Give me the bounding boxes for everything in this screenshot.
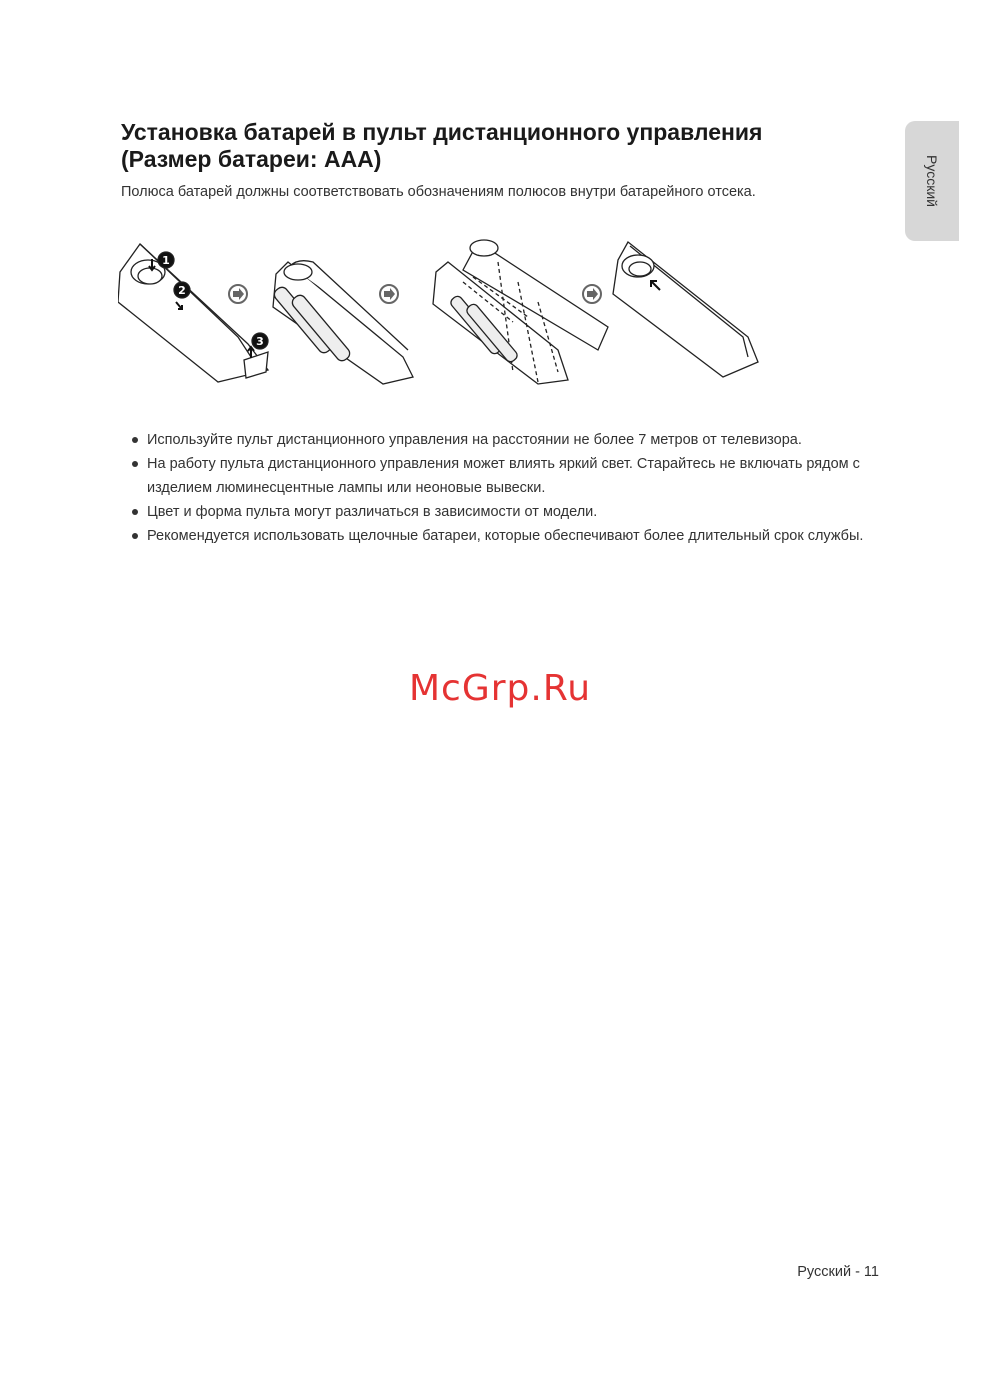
list-item: Рекомендуется использовать щелочные батареи, которые обеспечивают более длительный срок службы. xyxy=(130,524,890,548)
notes-list xyxy=(130,428,890,548)
remote-closed-icon xyxy=(613,242,758,377)
arrow-right-icon xyxy=(583,285,601,303)
page-title: Установка батарей в пульт дистанционного управления (Размер батареи: AAA) xyxy=(121,119,763,172)
remote-batteries-icon xyxy=(433,240,608,384)
step-marker-2: 2 xyxy=(178,284,186,297)
watermark: McGrp.Ru xyxy=(408,668,592,709)
remote-open-icon xyxy=(272,261,413,384)
battery-installation-figure xyxy=(118,232,768,402)
remote-step1-icon xyxy=(118,244,268,382)
page-number: Русский - 11 xyxy=(797,1264,879,1280)
list-item: Цвет и форма пульта могут различаться в зависимости от модели. xyxy=(130,500,890,524)
list-item: На работу пульта дистанционного управления может влиять яркий свет. Старайтесь не включать рядом с изделием люминесцентные лампы или неоновые вывески. xyxy=(130,452,890,500)
intro-text: Полюса батарей должны соответствовать обозначениям полюсов внутри батарейного отсека. xyxy=(121,184,756,200)
arrow-right-icon xyxy=(380,285,398,303)
list-item: Используйте пульт дистанционного управления на расстоянии не более 7 метров от телевизора. xyxy=(130,428,890,452)
language-tab xyxy=(905,121,959,241)
arrow-right-icon xyxy=(229,285,247,303)
step-marker-1: 1 xyxy=(162,254,170,267)
step-marker-3: 3 xyxy=(256,335,264,348)
language-tab-label: Русский xyxy=(924,155,940,207)
